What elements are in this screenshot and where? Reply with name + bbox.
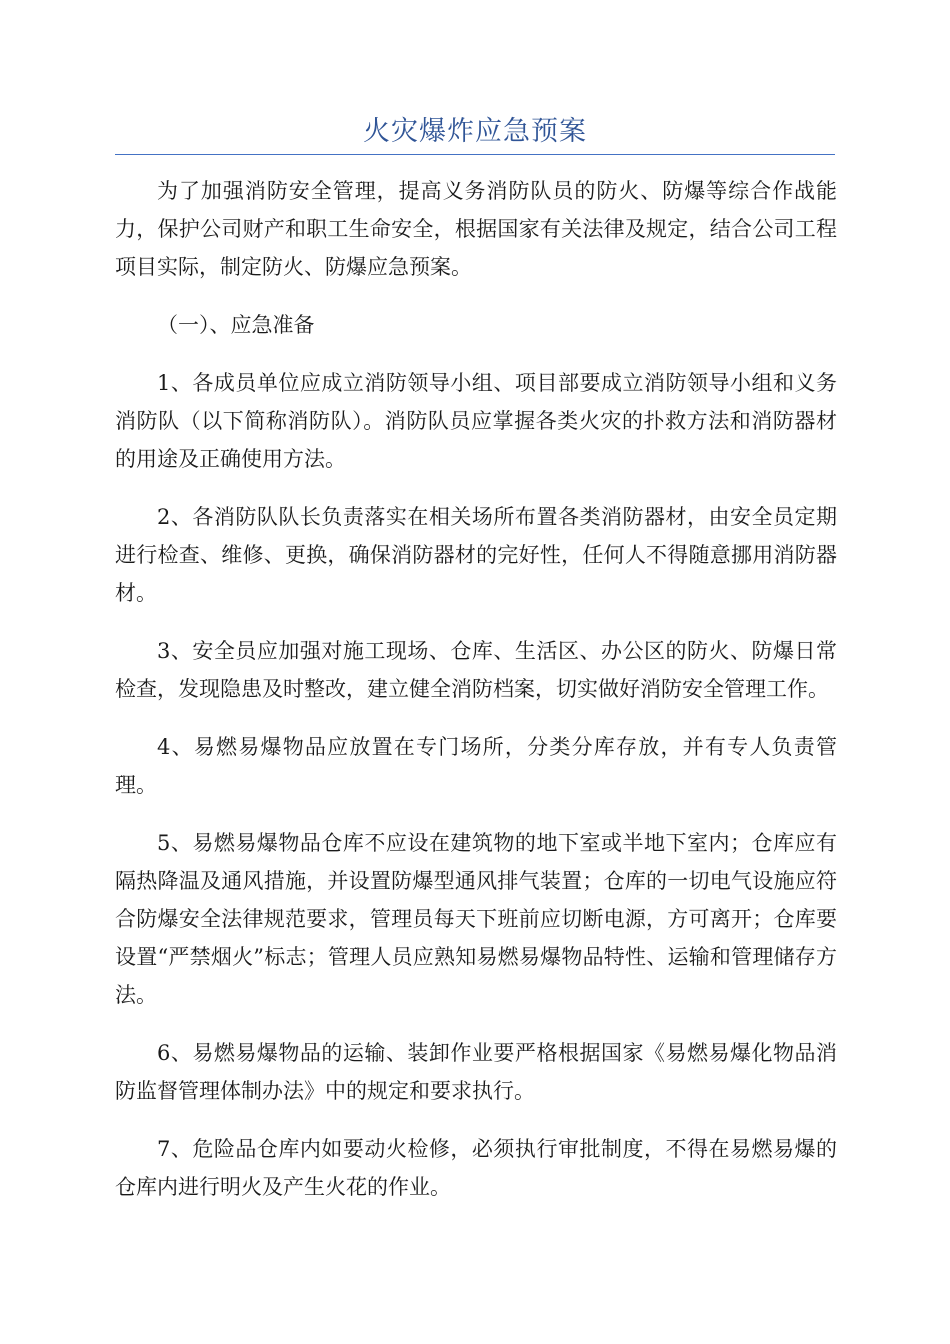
list-item-4: 4、易燃易爆物品应放置在专门场所，分类分库存放，并有专人负责管理。 <box>115 735 837 797</box>
document-body <box>115 172 837 1226</box>
list-item-6: 6、易燃易爆物品的运输、装卸作业要严格根据国家《易燃易爆化物品消防监督管理体制办法》中的规定和要求执行。 <box>115 1041 837 1103</box>
section-heading: （一）、应急准备 <box>157 313 315 337</box>
title-underline <box>115 154 835 155</box>
list-item-1: 1、各成员单位应成立消防领导小组、项目部要成立消防领导小组和义务消防队（以下简称消防队）。消防队员应掌握各类火灾的扑救方法和消防器材的用途及正确使用方法。 <box>115 371 837 471</box>
list-item-7: 7、危险品仓库内如要动火检修，必须执行审批制度，不得在易燃易爆的仓库内进行明火及产生火花的作业。 <box>115 1137 837 1199</box>
list-item-5: 5、易燃易爆物品仓库不应设在建筑物的地下室或半地下室内；仓库应有隔热降温及通风措施，并设置防爆型通风排气装置；仓库的一切电气设施应符合防爆安全法律规范要求，管理员每天下班前应切断电源，方可离开；仓库要设置“严禁烟火”标志；管理人员应熟知易燃易爆物品特性、运输和管理储存方法。 <box>115 831 837 1007</box>
list-item-3: 3、安全员应加强对施工现场、仓库、生活区、办公区的防火、防爆日常检查，发现隐患及时整改，建立健全消防档案，切实做好消防安全管理工作。 <box>115 639 837 701</box>
list-item-2: 2、各消防队队长负责落实在相关场所布置各类消防器材，由安全员定期进行检查、维修、更换，确保消防器材的完好性，任何人不得随意挪用消防器材。 <box>115 505 837 605</box>
document-title: 火灾爆炸应急预案 <box>363 116 587 147</box>
intro-paragraph: 为了加强消防安全管理，提高义务消防队员的防火、防爆等综合作战能力，保护公司财产和职工生命安全，根据国家有关法律及规定，结合公司工程项目实际，制定防火、防爆应急预案。 <box>115 179 837 279</box>
